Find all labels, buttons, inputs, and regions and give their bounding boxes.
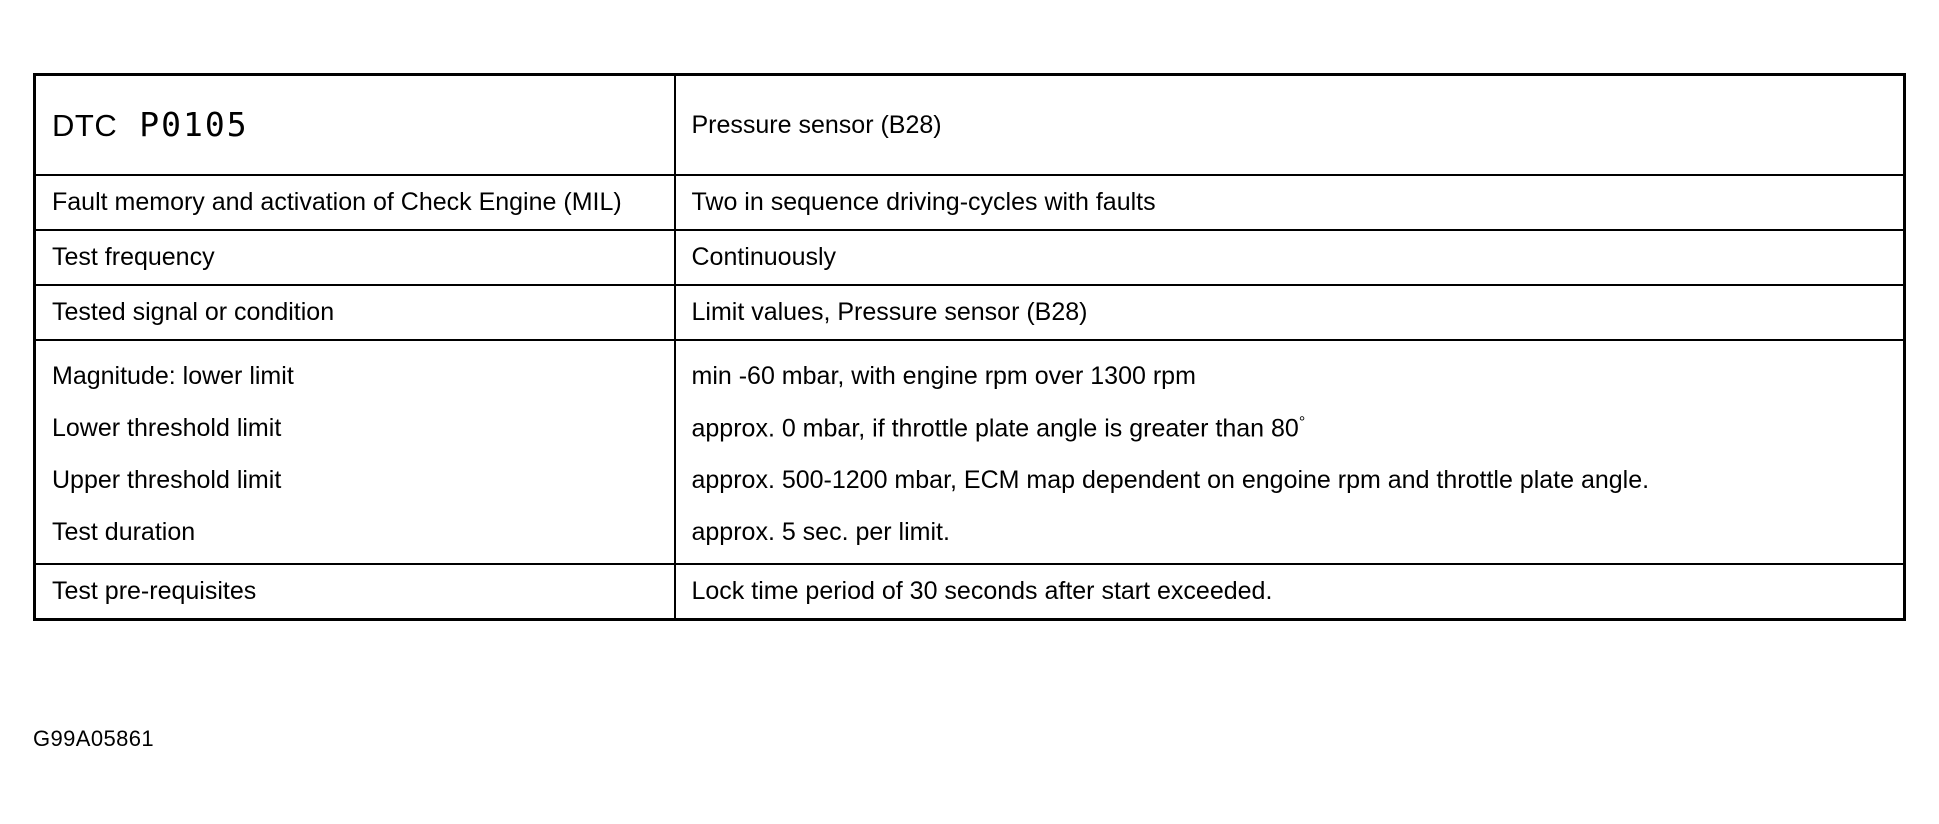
test-frequency-label: Test frequency — [35, 230, 675, 285]
prerequisites-value: Lock time period of 30 seconds after start exceeded. — [675, 564, 1905, 620]
test-frequency-value: Continuously — [675, 230, 1905, 285]
table-row-limits — [35, 340, 1905, 564]
dtc-code-cell — [35, 75, 675, 176]
limits-label-cell — [35, 340, 675, 564]
limit-label-upper-threshold: Upper threshold limit — [52, 466, 282, 495]
limit-value-lower-threshold — [692, 403, 1890, 455]
limit-label-test-duration: Test duration — [52, 518, 196, 547]
fault-memory-value: Two in sequence driving-cycles with faults — [675, 175, 1905, 230]
limits-value-cell — [675, 340, 1905, 564]
limit-value-lower-threshold-text: approx. 0 mbar, if throttle plate angle is greater than 80 — [691, 414, 1299, 443]
prerequisites-label: Test pre-requisites — [35, 564, 675, 620]
table-row — [35, 75, 1905, 176]
table-row — [35, 175, 1905, 230]
dtc-label: DTC — [52, 108, 118, 144]
tested-signal-label: Tested signal or condition — [35, 285, 675, 340]
limit-label-lower-threshold: Lower threshold limit — [52, 414, 282, 443]
table-row — [35, 564, 1905, 620]
fault-memory-label: Fault memory and activation of Check Engine (MIL) — [35, 175, 675, 230]
limit-label-magnitude-lower: Magnitude: lower limit — [52, 362, 294, 391]
tested-signal-value: Limit values, Pressure sensor (B28) — [675, 285, 1905, 340]
dtc-description-cell: Pressure sensor (B28) — [675, 75, 1905, 176]
table-row — [35, 285, 1905, 340]
figure-caption: G99A05861 — [33, 726, 155, 751]
table-row — [35, 230, 1905, 285]
dtc-code: P0105 — [139, 105, 249, 145]
limit-value-upper-threshold: approx. 500-1200 mbar, ECM map dependent on engoine rpm and throttle plate angle. — [691, 466, 1650, 495]
limit-value-magnitude-lower: min -60 mbar, with engine rpm over 1300 rpm — [691, 362, 1196, 390]
dtc-specification-table — [33, 73, 1906, 621]
limit-value-test-duration: approx. 5 sec. per limit. — [691, 518, 950, 547]
degree-symbol: ° — [1298, 414, 1306, 431]
